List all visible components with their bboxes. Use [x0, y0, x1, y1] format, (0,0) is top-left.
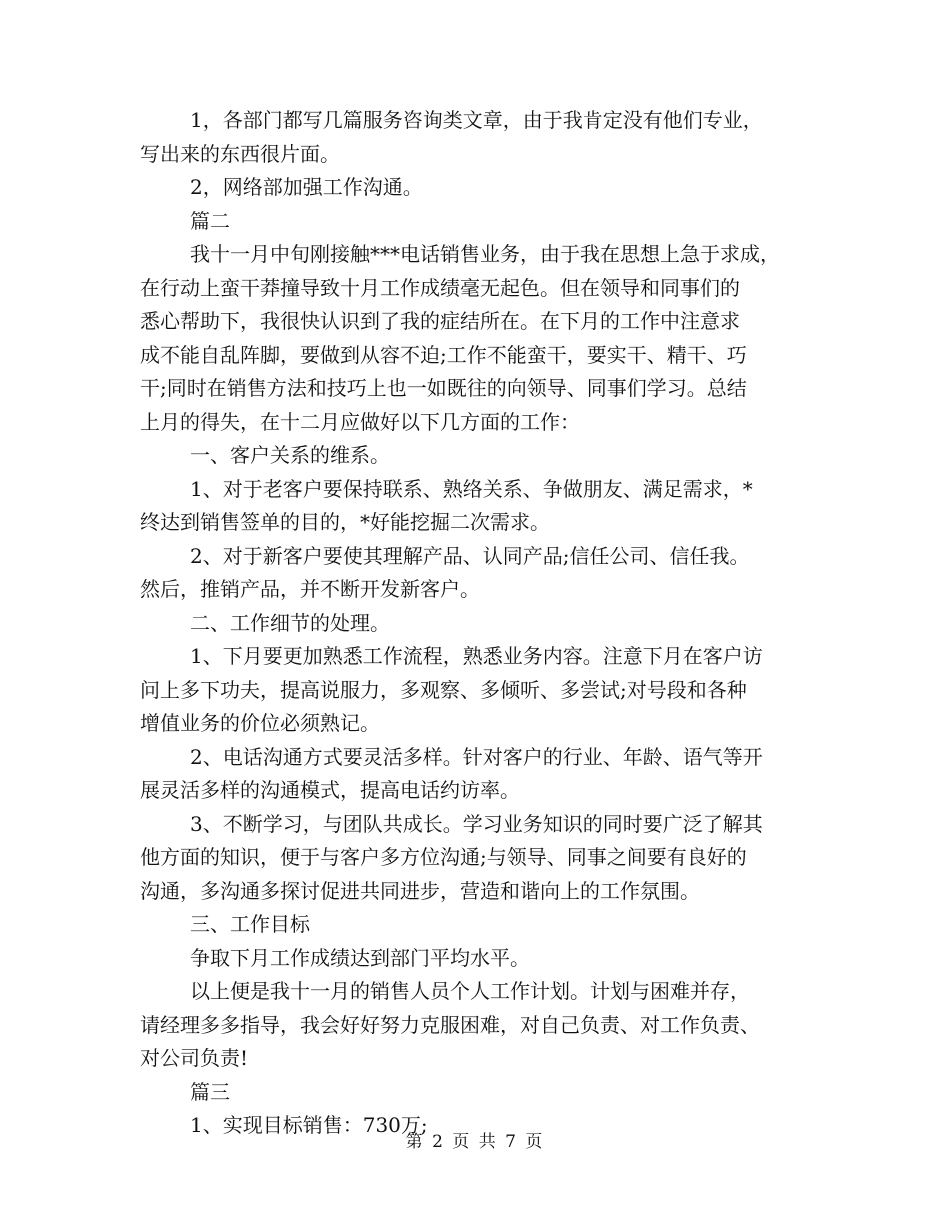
text-line: 写出来的东西很片面。: [140, 141, 340, 166]
text-line: 3、不断学习，与团队共成长。学习业务知识的同时要广泛了解其: [190, 811, 763, 836]
text-line: 在行动上蛮干莽撞导致十月工作成绩毫无起色。但在领导和同事们的: [140, 275, 740, 300]
text-line: 二、工作细节的处理。: [190, 610, 390, 635]
text-line: 篇二: [190, 208, 230, 233]
text-line: 2、电话沟通方式要灵活多样。针对客户的行业、年龄、语气等开: [190, 744, 763, 769]
text-line: 1、对于老客户要保持联系、熟络关系、争做朋友、满足需求，*: [190, 476, 753, 501]
text-line: 成不能自乱阵脚，要做到从容不迫;工作不能蛮干，要实干、精干、巧: [140, 342, 747, 367]
text-line: 增值业务的价位必须熟记。: [140, 711, 380, 735]
text-line: 以上便是我十一月的销售人员个人工作计划。计划与困难并存，: [190, 979, 750, 1003]
text-line: 终达到销售签单的目的，*好能挖掘二次需求。: [140, 510, 550, 534]
text-line: 请经理多多指导，我会好好努力克服困难，对自己负责、对工作负责、: [140, 1012, 760, 1037]
text-line: 三、工作目标: [190, 912, 310, 936]
text-line: 上月的得失，在十二月应做好以下几方面的工作：: [140, 409, 580, 434]
text-line: 2，网络部加强工作沟通。: [190, 175, 423, 199]
text-line: 1、下月要更加熟悉工作流程，熟悉业务内容。注意下月在客户访: [190, 644, 763, 668]
text-line: 对公司负责!: [140, 1046, 249, 1070]
text-line: 展灵活多样的沟通模式，提高电话约访率。: [140, 778, 520, 802]
text-line: 我十一月中旬刚接触***电话销售业务，由于我在思想上急于求成，: [190, 242, 780, 266]
text-line: 一、客户关系的维系。: [190, 443, 390, 467]
text-line: 1，各部门都写几篇服务咨询类文章，由于我肯定没有他们专业，: [190, 108, 763, 132]
document-body: [140, 104, 830, 1143]
text-line: 沟通，多沟通多探讨促进共同进步，营造和谐向上的工作氛围。: [140, 878, 700, 903]
text-line: 篇三: [190, 1079, 230, 1104]
page-footer: 第 2 页 共 7 页: [405, 1132, 545, 1152]
text-line: 然后，推销产品，并不断开发新客户。: [140, 577, 480, 601]
text-line: 干;同时在销售方法和技巧上也一如既往的向领导、同事们学习。总结: [140, 376, 747, 400]
text-line: 2、对于新客户要使其理解产品、认同产品;信任公司、信任我。: [190, 543, 750, 568]
text-line: 1、实现目标销售：730万;: [190, 1113, 428, 1137]
text-line: 问上多下功夫，提高说服力，多观察、多倾听、多尝试;对号段和各种: [140, 677, 747, 702]
text-line: 他方面的知识，便于与客户多方位沟通;与领导、同事之间要有良好的: [140, 845, 747, 869]
text-line: 悉心帮助下，我很快认识到了我的症结所在。在下月的工作中注意求: [140, 309, 740, 333]
text-line: 争取下月工作成绩达到部门平均水平。: [190, 945, 530, 970]
